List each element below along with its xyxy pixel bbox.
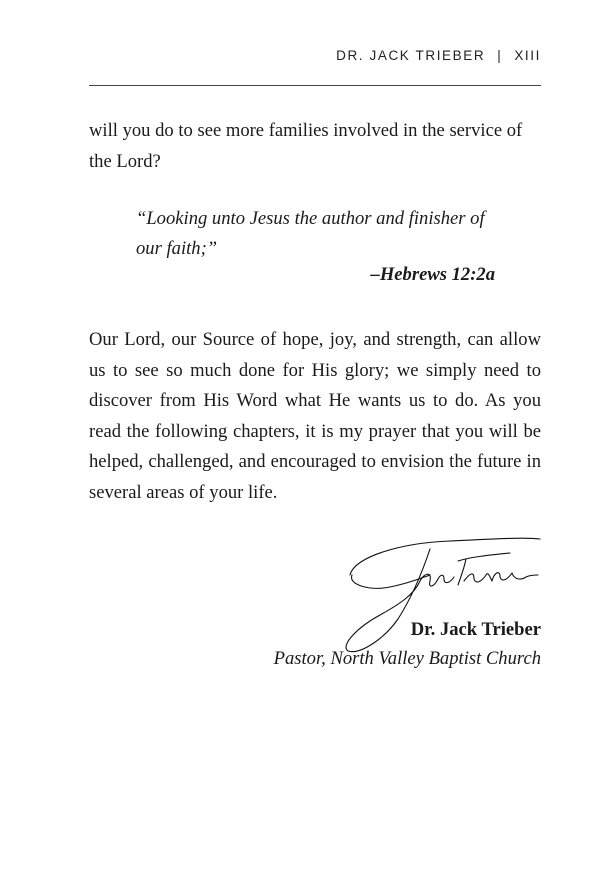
- handwritten-signature: [340, 535, 545, 660]
- running-title: DR. JACK TRIEBER: [336, 48, 486, 63]
- body-paragraph-1: will you do to see more families involved in the service of the Lord?: [89, 120, 523, 172]
- header-separator: |: [497, 48, 503, 63]
- scripture-quote: “Looking unto Jesus the author and finisher of our faith;”: [136, 208, 485, 259]
- body-paragraph-2: Our Lord, our Source of hope, joy, and strength, can allow us to see so much done for His glory; we simply need to discover from His Word what He wants us to do. As you read the following chapters, it is my prayer that you will be helped, challenged, and encouraged to envision the future in several areas of your life.: [89, 329, 541, 503]
- signer-name: Dr. Jack Trieber: [410, 619, 541, 640]
- page-number: XIII: [514, 48, 541, 63]
- running-head: [336, 48, 541, 63]
- scripture-reference: –Hebrews 12:2a: [370, 264, 495, 285]
- header-rule: [89, 85, 541, 86]
- signer-title: Pastor, North Valley Baptist Church: [273, 648, 541, 669]
